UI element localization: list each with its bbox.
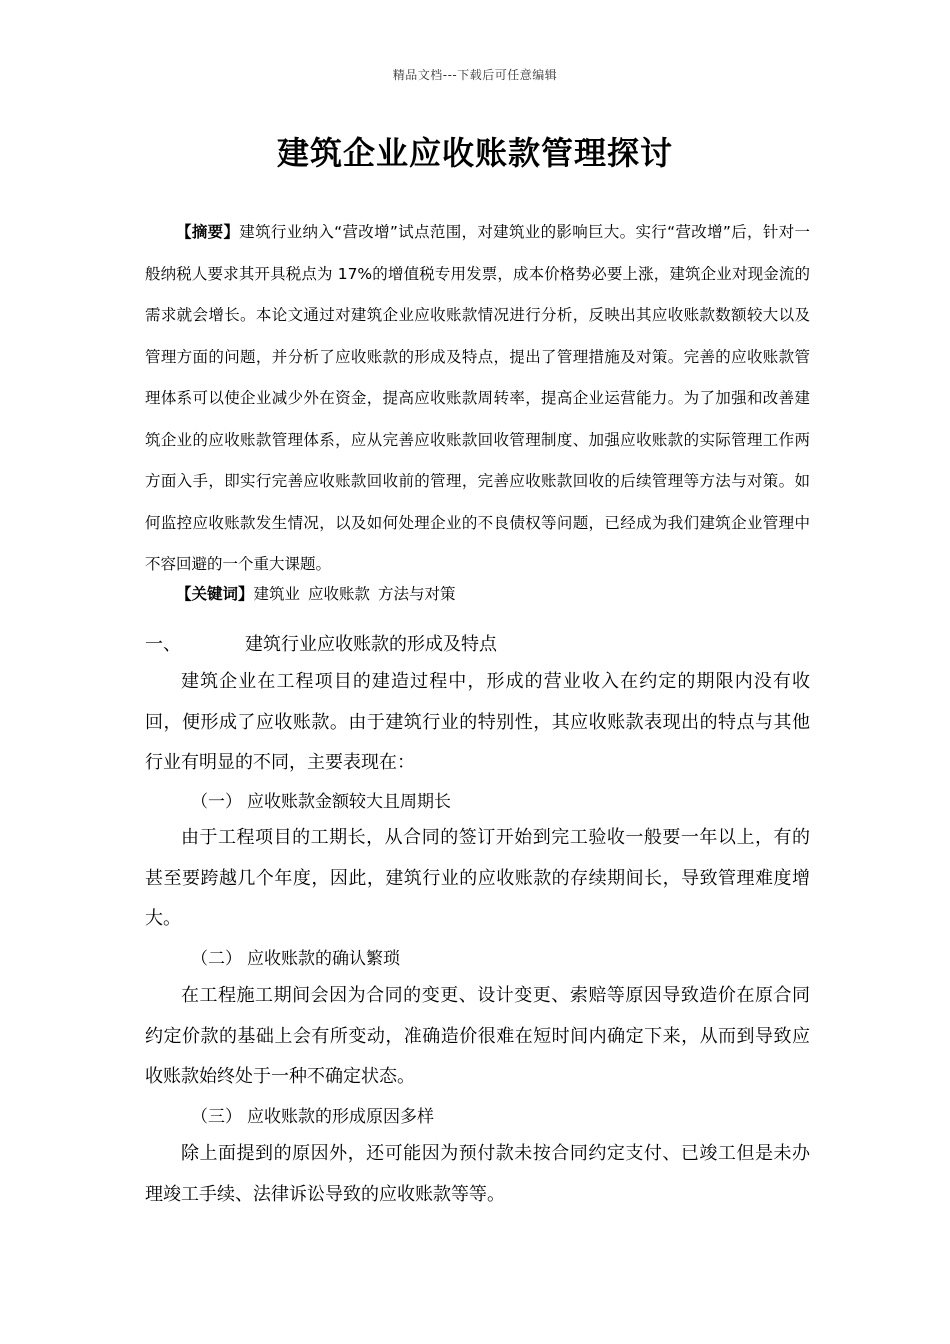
abstract-text: 建筑行业纳入“营改增”试点范围，对建筑业的影响巨大。实行“营改增”后，针对一般纳税人要求其开具税点为 17%的增值税专用发票，成本价格势必要上涨，建筑企业对现金流的需求就会增长。本论文通过对建筑企业应收账款情况进行分析，反映出其应收账款数额较大以及管理方面的问题，并分析了应收账款的形成及特点，提出了管理措施及对策。完善的应收账款管理体系可以使企业减少外在资金，提高应收账款周转率，提高企业运营能力。为了加强和改善建筑企业的应收账款管理体系，应从完善应收账款回收管理制度、加强应收账款的实际管理工作两方面入手，即实行完善应收账款回收前的管理，完善应收账款回收的后续管理等方法与对策。如何监控应收账款发生情况，以及如何处理企业的不良债权等问题，已经成为我们建筑企业管理中不容回避的一个重大课题。 (145, 223, 810, 573)
subsection-title: 应收账款金额较大且周期长 (247, 792, 451, 812)
subsection-title: 应收账款的形成原因多样 (247, 1107, 434, 1127)
subsection-title: 应收账款的确认繁琐 (247, 949, 400, 969)
section-intro-paragraph: 建筑企业在工程项目的建造过程中，形成的营业收入在约定的期限内没有收回，便形成了应收账款。由于建筑行业的特别性，其应收账款表现出的特点与其他行业有明显的不同，主要表现在： (145, 671, 810, 773)
subsection-paragraph: 由于工程项目的工期长，从合同的签订开始到完工验收一般要一年以上，有的甚至要跨越几个年度，因此，建筑行业的应收账款的存续期间长，导致管理难度增大。 (145, 827, 810, 929)
keywords-line (145, 580, 810, 608)
abstract-paragraph (145, 212, 810, 586)
keyword-item: 建筑业 (253, 585, 301, 603)
subsection-paragraph: 在工程施工期间会因为合同的变更、设计变更、索赔等原因导致造价在原合同约定价款的基础上会有所变动，准确造价很难在短时间内确定下来，从而到导致应收账款始终处于一种不确定状态。 (145, 985, 810, 1087)
abstract-label: 【摘要】 (176, 223, 240, 241)
header-note: 精品文档---下载后可任意编辑 (392, 68, 558, 82)
subsection-paragraph: 除上面提到的原因外，还可能因为预付款未按合同约定支付、已竣工但是未办理竣工手续、法律诉讼导致的应收账款等等。 (145, 1143, 810, 1205)
section-heading (145, 631, 810, 659)
keyword-item: 方法与对策 (378, 585, 456, 603)
subsection-number: （二） (191, 949, 242, 969)
subsection-number: （三） (191, 1107, 242, 1127)
section-number: 一、 (145, 634, 181, 655)
subsection-number: （一） (191, 792, 242, 812)
section-title: 建筑行业应收账款的形成及特点 (245, 634, 497, 655)
subsection-heading (145, 1103, 856, 1131)
subsection-heading (145, 945, 856, 973)
document-title: 建筑企业应收账款管理探讨 (276, 134, 673, 172)
keyword-item: 应收账款 (308, 585, 371, 603)
subsection-heading (145, 788, 856, 816)
keywords-label: 【关键词】 (176, 585, 254, 603)
